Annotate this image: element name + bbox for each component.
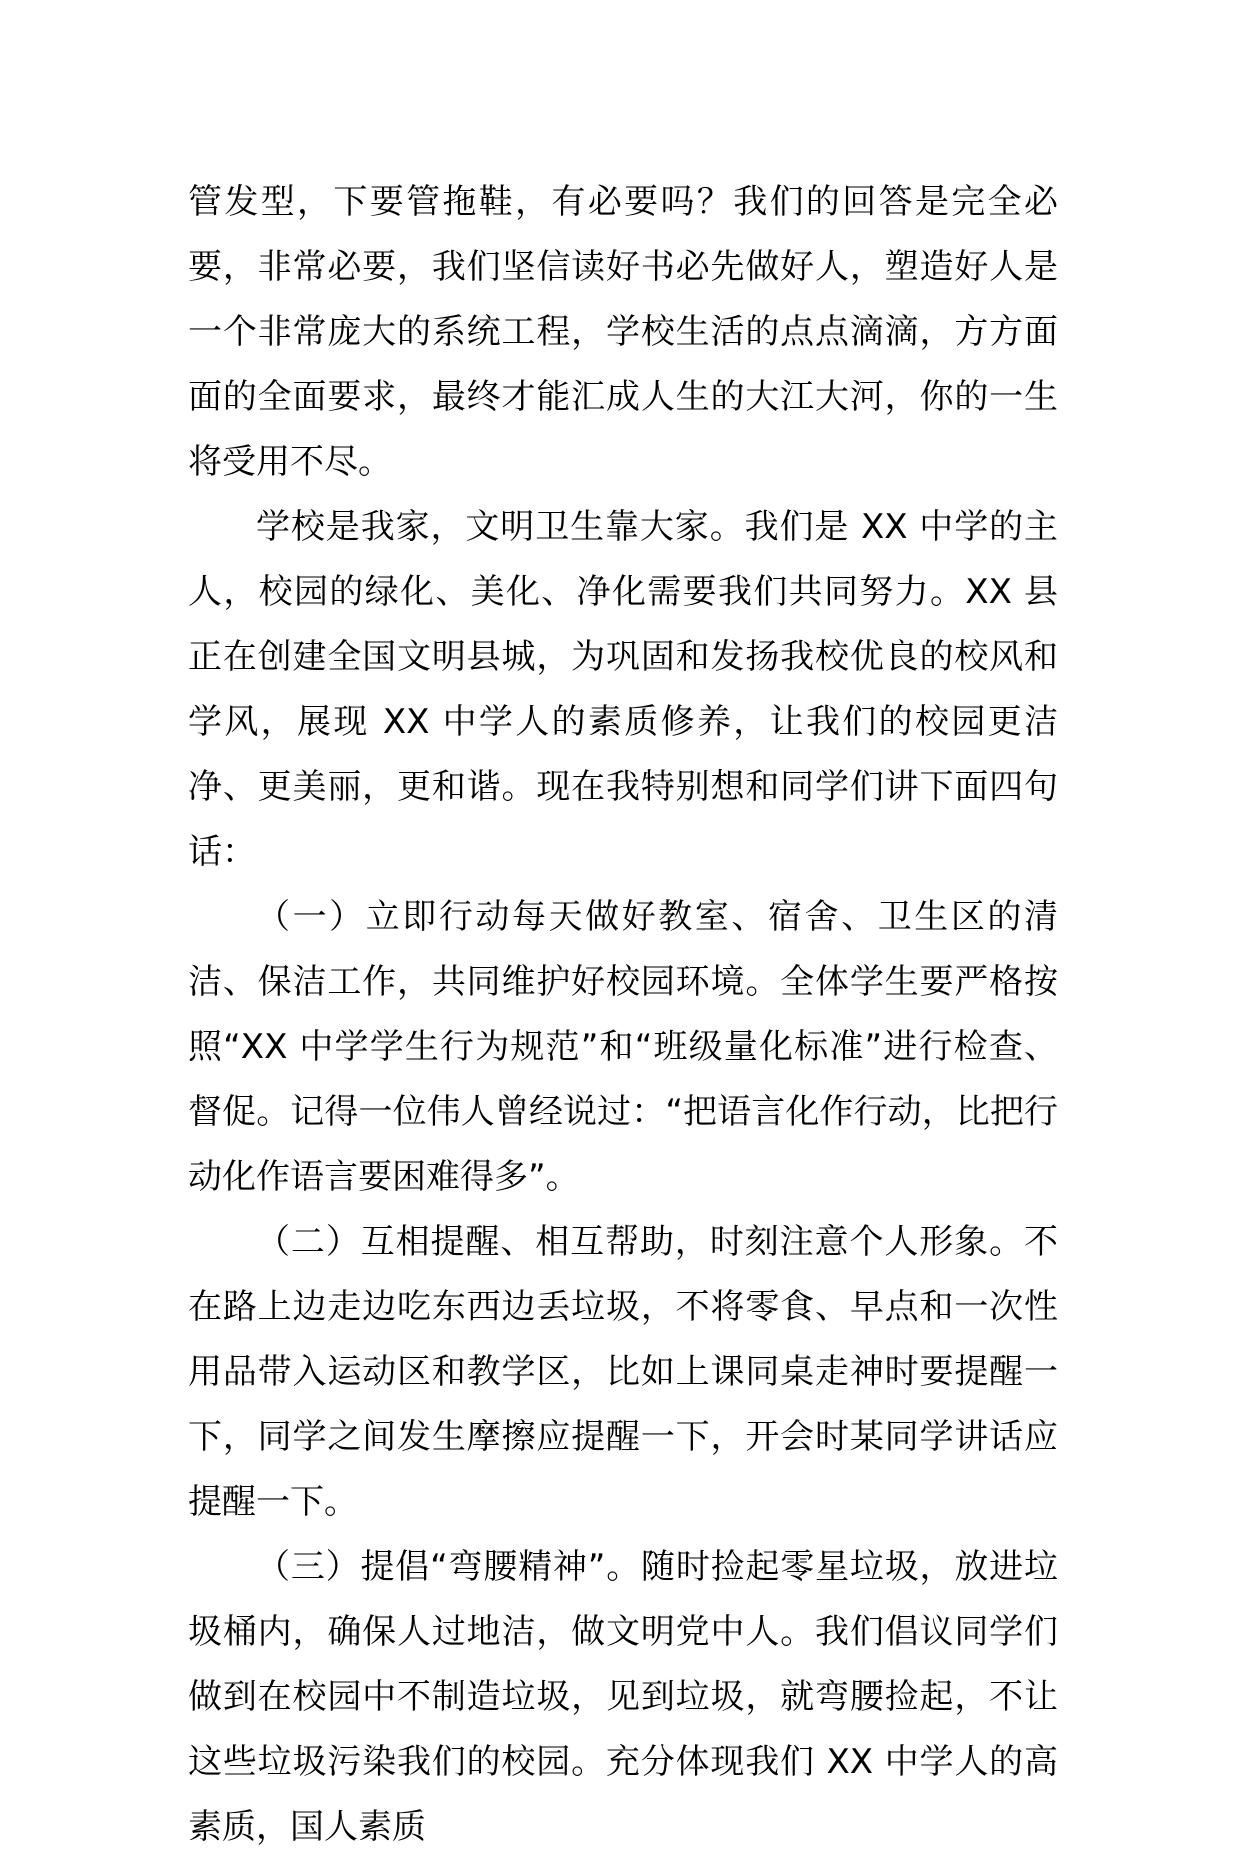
paragraph-point-three: （三）提倡“弯腰精神”。随时捡起零星垃圾，放进垃圾桶内，确保人过地洁，做文明党中人。我们倡议同学们做到在校园中不制造垃圾，见到垃圾，就弯腰捡起，不让这些垃圾污染我们的校园。充分体现我们 XX 中学人的高素质，国人素质 <box>188 1547 1058 1847</box>
paragraph-point-one: （一）立即行动每天做好教室、宿舍、卫生区的清洁、保洁工作，共同维护好校园环境。全体学生要严格按照“XX 中学学生行为规范”和“班级量化标准”进行检查、督促。记得一位伟人曾经说过：“把语言化作行动，比把行动化作语言要困难得多”。 <box>188 897 1058 1197</box>
paragraph-school-is-home: 学校是我家，文明卫生靠大家。我们是 XX 中学的主人，校园的绿化、美化、净化需要我们共同努力。XX 县正在创建全国文明县城，为巩固和发扬我校优良的校风和学风，展现 XX 中学人的素质修养，让我们的校园更洁净、更美丽，更和谐。现在我特别想和同学们讲下面四句话： <box>188 507 1058 872</box>
paragraph-continuation: 管发型，下要管拖鞋，有必要吗？我们的回答是完全必要，非常必要，我们坚信读好书必先做好人，塑造好人是一个非常庞大的系统工程，学校生活的点点滴滴，方方面面的全面要求，最终才能汇成人生的大江大河，你的一生将受用不尽。 <box>188 182 1058 482</box>
document-body <box>188 170 1058 1860</box>
paragraph-point-two: （二）互相提醒、相互帮助，时刻注意个人形象。不在路上边走边吃东西边丢垃圾，不将零食、早点和一次性用品带入运动区和教学区，比如上课同桌走神时要提醒一下，同学之间发生摩擦应提醒一下，开会时某同学讲话应提醒一下。 <box>188 1222 1058 1522</box>
